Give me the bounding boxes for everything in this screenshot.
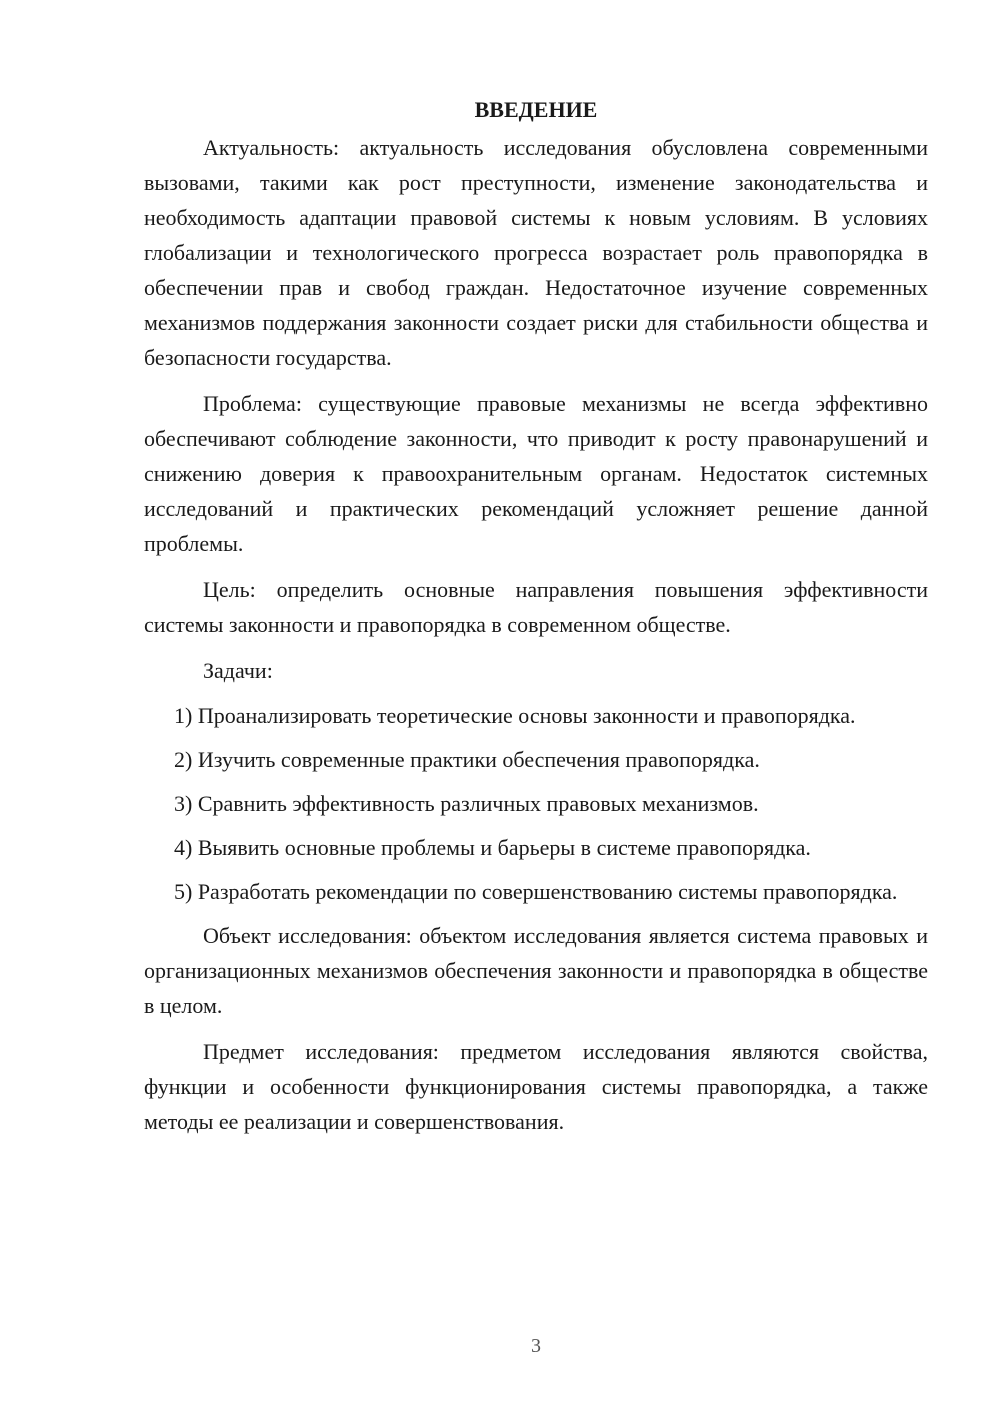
problem-paragraph: Проблема: существующие правовые механизмы не всегда эффективно обеспечивают соблюдение законности, что приводит к росту правонарушений и снижению доверия к правоохранительным органам. Недостаток системных исследований и практических рекомендаций усложняет решение данной проблемы. xyxy=(144,391,928,556)
page-number: 3 xyxy=(531,1335,541,1357)
relevance-paragraph: Актуальность: актуальность исследования обусловлена современными вызовами, такими как рост преступности, изменение законодательства и необходимость адаптации правовой системы к новым условиям. В условиях глобализации и технологического прогресса возрастает роль правопорядка в обеспечении прав и свобод граждан. Недостаточное изучение современных механизмов поддержания законности создает риски для стабильности общества и безопасности государства. xyxy=(144,135,928,370)
task-item: 5) Разработать рекомендации по совершенствованию системы правопорядка. xyxy=(174,879,898,904)
research-subject-paragraph: Предмет исследования: предметом исследования являются свойства, функции и особенности функционирования системы правопорядка, а также методы ее реализации и совершенствования. xyxy=(144,1039,928,1134)
goal-paragraph: Цель: определить основные направления повышения эффективности системы законности и правопорядка в современном обществе. xyxy=(144,577,928,637)
tasks-label: Задачи: xyxy=(203,658,273,683)
task-item: 4) Выявить основные проблемы и барьеры в системе правопорядка. xyxy=(174,835,811,860)
task-item: 1) Проанализировать теоретические основы законности и правопорядка. xyxy=(174,703,856,728)
research-object-paragraph: Объект исследования: объектом исследования является система правовых и организационных механизмов обеспечения законности и правопорядка в обществе в целом. xyxy=(144,923,928,1018)
page-content xyxy=(144,92,928,1150)
task-item: 3) Сравнить эффективность различных правовых механизмов. xyxy=(174,791,759,816)
task-item: 2) Изучить современные практики обеспечения правопорядка. xyxy=(174,747,760,772)
section-title: ВВЕДЕНИЕ xyxy=(474,97,598,122)
